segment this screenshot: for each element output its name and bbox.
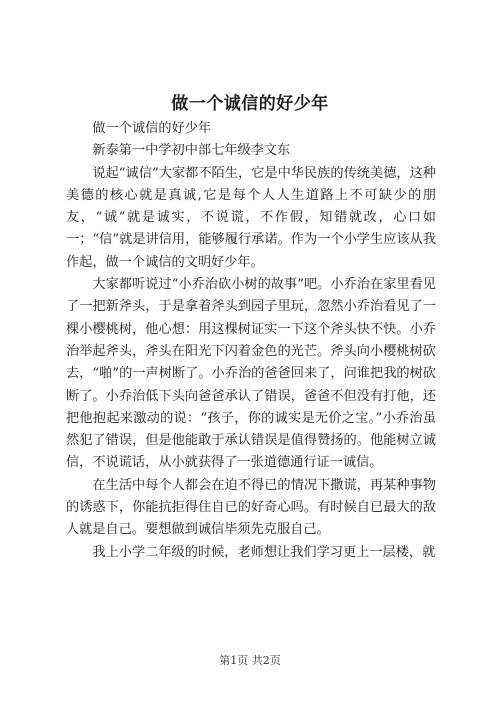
paragraph-school: 我上小学二年级的时候，老师想让我们学习更上一层楼，就 <box>92 544 436 560</box>
paragraph-story: 大家都听说过“小乔治砍小树的故事”吧。小乔治在家里看见了一把新斧头，于是拿着斧头到园子里玩，忽然小乔治看见了一棵小樱桃树，他心想：用这棵树证实一下这个斧头快不快。小乔治举起斧头，斧头在阳光下闪着金色的光芒。斧头向小樱桃树砍去，“啪”的一声树断了。小乔治的爸爸回来了，问谁把我的树砍断了。小乔治低下头向爸爸承认了错误，爸爸不但没有打他，还把他抱起来激动的说：“孩子，你的诚实是无价之宝。”小乔治虽然犯了错误，但是他能敢于承认错误是值得赞扬的。他能树立诚信，不说谎话，从小就获得了一张道德通行证一诚信。 <box>66 277 436 471</box>
paragraph-heading: 做一个诚信的好少年 <box>92 121 212 136</box>
paragraph-author: 新泰第一中学初中部七年级李文东 <box>92 143 291 159</box>
document-body <box>66 118 436 564</box>
document-title: 做一个诚信的好少年 <box>171 94 329 114</box>
paragraph-intro: 说起“诚信”大家都不陌生，它是中华民族的传统美德，这种美德的核心就是真诚,它是每个人人生道路上不可缺少的朋友，“诚”就是诚实，不说谎，不作假，知错就改，心口如一；“信”就是讲信用，能够履行承诺。作为一个小学生应该从我作起，做一个诚信的文明好少年。 <box>66 165 436 270</box>
page-number: 第1页 共2页 <box>219 654 281 667</box>
paragraph-life: 在生活中每个人都会在迫不得已的情况下撒谎，再某种事物的诱惑下，你能抗拒得住自已的好奇心吗。有时候自已最大的敌人就是自己。要想做到诚信毕须先克服自己。 <box>66 477 436 538</box>
